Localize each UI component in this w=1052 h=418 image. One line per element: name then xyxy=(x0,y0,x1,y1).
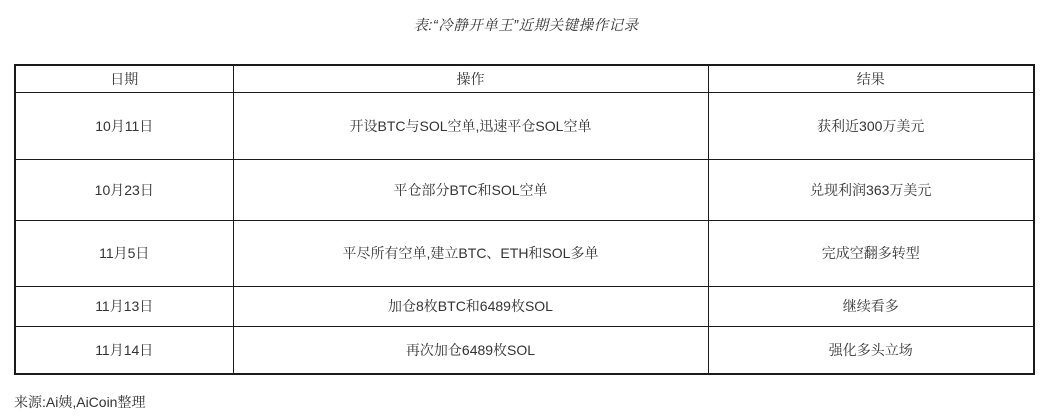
cell-operation: 加仓8枚BTC和6489枚SOL xyxy=(233,286,708,326)
table-title: 表:“冷静开单王”近期关键操作记录 xyxy=(413,18,639,34)
cell-result: 完成空翻多转型 xyxy=(708,220,1034,286)
cell-date: 11月14日 xyxy=(15,326,233,374)
table-row xyxy=(15,92,1034,159)
header-cell-operation: 操作 xyxy=(233,65,708,92)
cell-date: 11月13日 xyxy=(15,286,233,326)
cell-operation: 再次加仓6489枚SOL xyxy=(233,326,708,374)
source-note: 来源:Ai姨,AiCoin整理 xyxy=(14,394,146,410)
table-row xyxy=(15,326,1034,374)
table-header-row xyxy=(15,65,1034,92)
cell-operation: 平尽所有空单,建立BTC、ETH和SOL多单 xyxy=(233,220,708,286)
cell-result: 获利近300万美元 xyxy=(708,92,1034,159)
cell-operation: 开设BTC与SOL空单,迅速平仓SOL空单 xyxy=(233,92,708,159)
cell-date: 10月11日 xyxy=(15,92,233,159)
cell-result: 继续看多 xyxy=(708,286,1034,326)
table-row xyxy=(15,220,1034,286)
operations-table xyxy=(14,64,1035,375)
header-cell-date: 日期 xyxy=(15,65,233,92)
cell-date: 10月23日 xyxy=(15,159,233,220)
cell-date: 11月5日 xyxy=(15,220,233,286)
table-row xyxy=(15,159,1034,220)
cell-result: 兑现利润363万美元 xyxy=(708,159,1034,220)
header-cell-result: 结果 xyxy=(708,65,1034,92)
cell-operation: 平仓部分BTC和SOL空单 xyxy=(233,159,708,220)
table-row xyxy=(15,286,1034,326)
cell-result: 强化多头立场 xyxy=(708,326,1034,374)
